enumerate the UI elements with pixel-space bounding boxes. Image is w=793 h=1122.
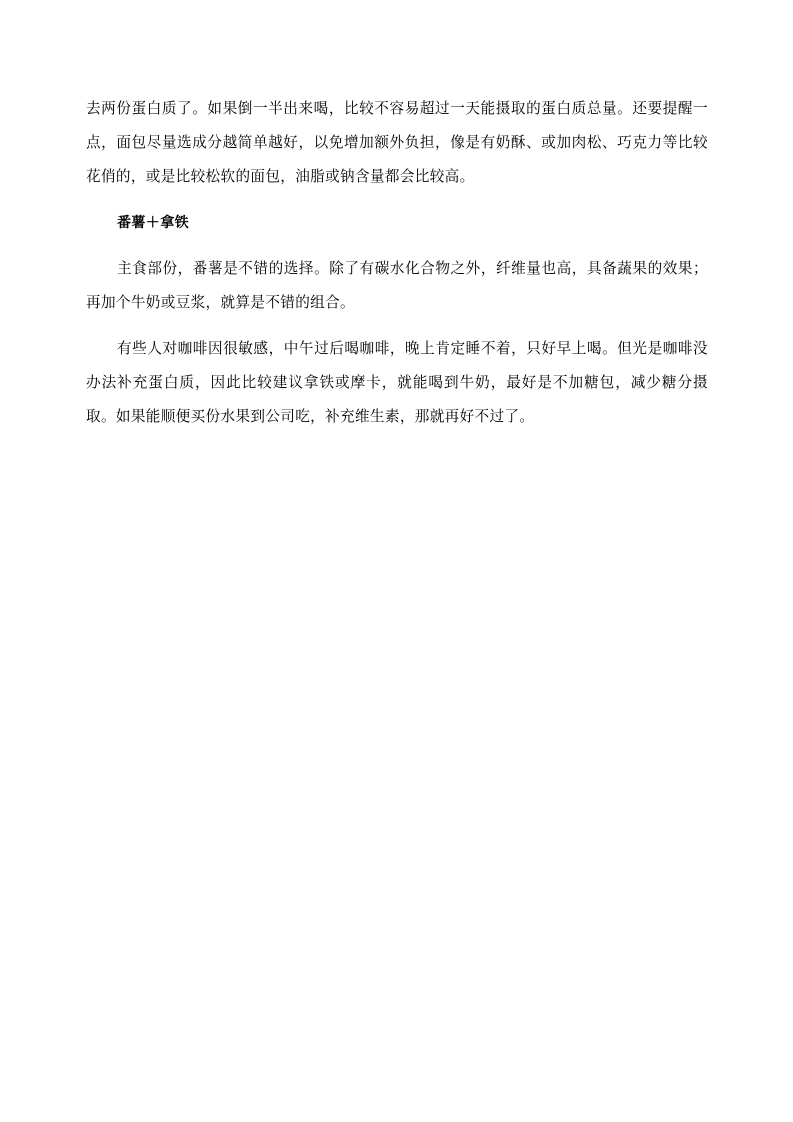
paragraph-sweet-potato: 主食部份，番薯是不错的选择。除了有碳水化合物之外，纤维量也高，具备蔬果的效果；再加个牛奶或豆浆，就算是不错的组合。 — [86, 260, 708, 311]
document-body — [86, 92, 708, 434]
section-heading: 番薯＋拿铁 — [117, 215, 189, 231]
paragraph-coffee: 有些人对咖啡因很敏感，中午过后喝咖啡，晚上肯定睡不着，只好早上喝。但光是咖啡没办法补充蛋白质，因此比较建议拿铁或摩卡，就能喝到牛奶，最好是不加糖包，减少糖分摄取。如果能顺便买份水果到公司吃，补充维生素，那就再好不过了。 — [86, 340, 708, 425]
paragraph-continuation: 去两份蛋白质了。如果倒一半出来喝，比较不容易超过一天能摄取的蛋白质总量。还要提醒一点，面包尽量选成分越简单越好，以免增加额外负担，像是有奶酥、或加肉松、巧克力等比较花俏的，或是比较松软的面包，油脂或钠含量都会比较高。 — [86, 100, 708, 185]
